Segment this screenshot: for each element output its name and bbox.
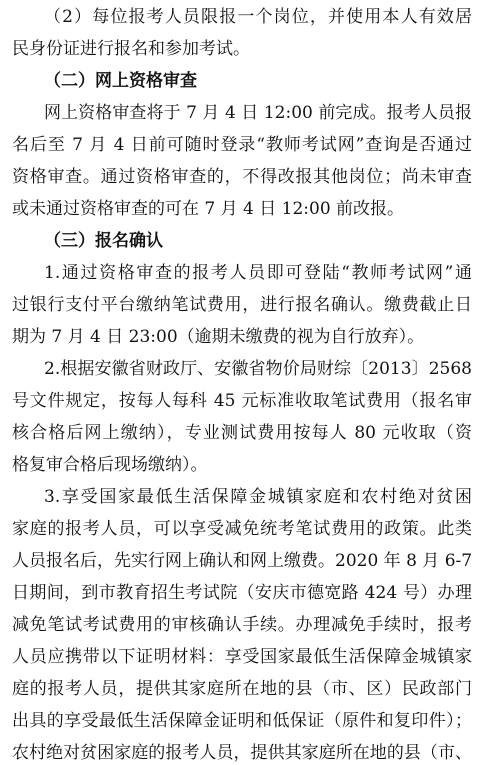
paragraph-line: 人员报名后，先实行网上确认和网上缴费。2020 年 8 月 6-7	[12, 551, 472, 571]
paragraph-line: 3.享受国家最低生活保障金城镇家庭和农村绝对贫困	[44, 487, 472, 507]
section-heading: （三）报名确认	[44, 231, 163, 251]
paragraph-line: 网上资格审查将于 7 月 4 日 12:00 前完成。报考人员报	[44, 103, 472, 123]
paragraph-line: 家庭的报考人员，可以享受减免统考笔试费用的政策。此类	[12, 519, 472, 539]
paragraph-line: 民身份证进行报名和参加考试。	[12, 39, 250, 59]
paragraph-line: 资格审查。通过资格审查的，不得改报其他岗位；尚未审查	[12, 167, 472, 187]
paragraph-line: 减免笔试考试费用的审核确认手续。办理减免手续时，报考	[12, 615, 472, 635]
paragraph-line: 2.根据安徽省财政厅、安徽省物价局财综〔2013〕2568	[44, 359, 472, 379]
paragraph-line: 号文件规定，按每人每科 45 元标准收取笔试费用（报名审	[12, 391, 472, 411]
section-heading: （二）网上资格审查	[44, 71, 197, 91]
paragraph-line: 名后至 7 月 4 日前可随时登录“教师考试网”查询是否通过	[12, 135, 472, 155]
paragraph-line: 人员应携带以下证明材料：享受国家最低生活保障金城镇家	[12, 647, 472, 667]
paragraph-line: 期为 7 月 4 日 23:00（逾期未缴费的视为自行放弃）。	[12, 327, 425, 347]
paragraph-line: 核合格后网上缴纳），专业测试费用按每人 80 元收取（资	[12, 423, 472, 443]
paragraph-line: 1.通过资格审查的报考人员即可登陆“教师考试网”通	[44, 263, 472, 283]
paragraph-line: 农村绝对贫困家庭的报考人员，提供其家庭所在地的县（市、	[12, 743, 472, 763]
paragraph-line: 庭的报考人员，提供其家庭所在地的县（市、区）民政部门	[12, 679, 472, 699]
paragraph-line: 日期间，到市教育招生考试院（安庆市德宽路 424 号）办理	[12, 583, 472, 603]
paragraph-line: 或未通过资格审查的可在 7 月 4 日 12:00 前改报。	[12, 199, 405, 219]
paragraph-line: 格复审合格后现场缴纳）。	[12, 455, 208, 475]
paragraph-line: 过银行支付平台缴纳笔试费用，进行报名确认。缴费截止日	[12, 295, 472, 315]
paragraph-line: （2）每位报考人员限报一个岗位，并使用本人有效居	[44, 7, 472, 27]
paragraph-line: 出具的享受最低生活保障金证明和低保证（原件和复印件）；	[12, 711, 472, 731]
